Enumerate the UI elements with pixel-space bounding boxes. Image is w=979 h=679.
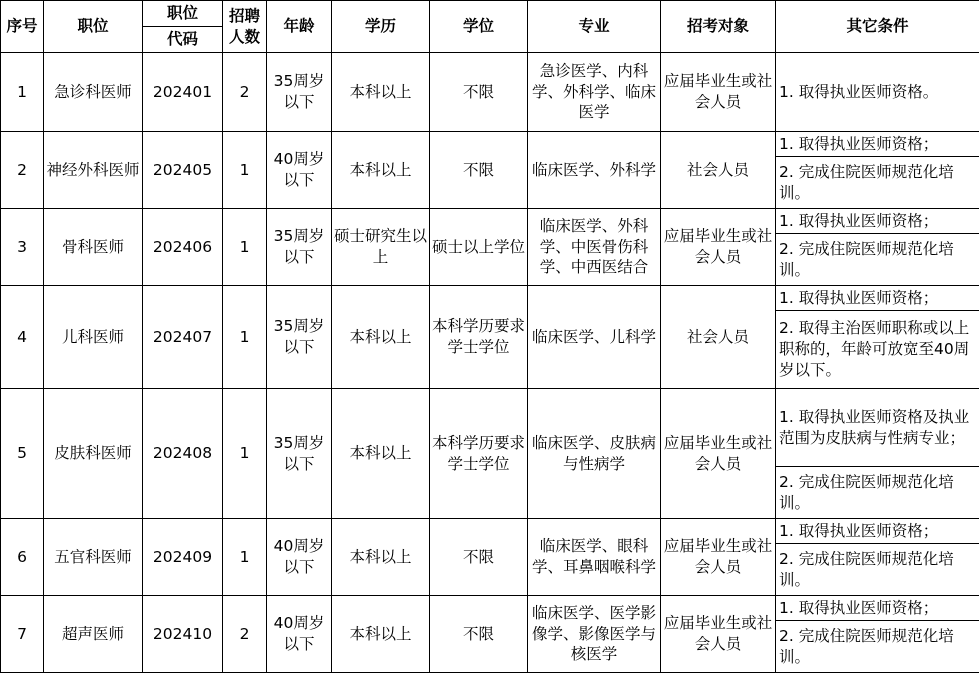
cell-education: 硕士研究生以上 [332, 209, 430, 286]
cell-major: 临床医学、皮肤病与性病学 [528, 389, 661, 519]
table-row [1, 132, 979, 157]
cell-target: 应届毕业生或社会人员 [661, 596, 776, 673]
table-row [1, 389, 979, 467]
cell-degree: 不限 [430, 519, 528, 596]
cell-seq: 6 [1, 519, 44, 596]
cell-position: 急诊科医师 [44, 53, 143, 132]
cell-degree: 不限 [430, 132, 528, 209]
cell-seq: 5 [1, 389, 44, 519]
cell-target: 社会人员 [661, 132, 776, 209]
cell-code: 202405 [143, 132, 223, 209]
cell-code: 202406 [143, 209, 223, 286]
cell-condition: 2. 完成住院医师规范化培训。 [776, 467, 979, 519]
header-age: 年龄 [267, 1, 332, 53]
cell-count: 1 [223, 132, 267, 209]
cell-condition: 1. 取得执业医师资格； [776, 209, 979, 234]
cell-count: 2 [223, 596, 267, 673]
cell-age: 40周岁以下 [267, 596, 332, 673]
cell-position: 超声医师 [44, 596, 143, 673]
cell-count: 1 [223, 209, 267, 286]
header-count-bottom: 人数 [228, 27, 260, 46]
cell-education: 本科以上 [332, 389, 430, 519]
cell-age: 35周岁以下 [267, 209, 332, 286]
cell-code: 202408 [143, 389, 223, 519]
cell-condition: 1. 取得执业医师资格； [776, 596, 979, 621]
cell-seq: 1 [1, 53, 44, 132]
cell-condition: 1. 取得执业医师资格及执业范围为皮肤病与性病专业； [776, 389, 979, 467]
cell-condition: 2. 完成住院医师规范化培训。 [776, 157, 979, 209]
cell-seq: 3 [1, 209, 44, 286]
cell-major: 临床医学、外科学、中医骨伤科学、中西医结合 [528, 209, 661, 286]
cell-count: 1 [223, 286, 267, 389]
cell-target: 社会人员 [661, 286, 776, 389]
cell-age: 40周岁以下 [267, 132, 332, 209]
cell-education: 本科以上 [332, 132, 430, 209]
cell-major: 临床医学、医学影像学、影像医学与核医学 [528, 596, 661, 673]
cell-code: 202407 [143, 286, 223, 389]
header-degree: 学位 [430, 1, 528, 53]
cell-age: 35周岁以下 [267, 53, 332, 132]
header-education: 学历 [332, 1, 430, 53]
cell-condition: 1. 取得执业医师资格； [776, 519, 979, 544]
table-row [1, 286, 979, 311]
cell-position: 骨科医师 [44, 209, 143, 286]
cell-major: 临床医学、眼科学、耳鼻咽喉科学 [528, 519, 661, 596]
cell-target: 应届毕业生或社会人员 [661, 519, 776, 596]
cell-degree: 本科学历要求学士学位 [430, 286, 528, 389]
cell-count: 1 [223, 389, 267, 519]
cell-education: 本科以上 [332, 519, 430, 596]
cell-education: 本科以上 [332, 596, 430, 673]
cell-major: 临床医学、儿科学 [528, 286, 661, 389]
cell-position: 五官科医师 [44, 519, 143, 596]
header-count-top: 招聘 [228, 6, 260, 25]
cell-major: 急诊医学、内科学、外科学、临床医学 [528, 53, 661, 132]
cell-condition: 2. 完成住院医师规范化培训。 [776, 621, 979, 673]
header-position: 职位 [44, 1, 143, 53]
cell-target: 应届毕业生或社会人员 [661, 209, 776, 286]
table-row [1, 209, 979, 234]
cell-education: 本科以上 [332, 53, 430, 132]
cell-count: 1 [223, 519, 267, 596]
cell-code: 202401 [143, 53, 223, 132]
cell-age: 35周岁以下 [267, 286, 332, 389]
header-seq: 序号 [1, 1, 44, 53]
header-code-bottom: 代码 [143, 27, 223, 53]
table-row [1, 596, 979, 621]
header-major: 专业 [528, 1, 661, 53]
cell-seq: 7 [1, 596, 44, 673]
cell-condition: 2. 取得主治医师职称或以上职称的，年龄可放宽至40周岁以下。 [776, 311, 979, 389]
header-count [223, 1, 267, 53]
cell-code: 202410 [143, 596, 223, 673]
cell-count: 2 [223, 53, 267, 132]
cell-position: 神经外科医师 [44, 132, 143, 209]
cell-condition: 1. 取得执业医师资格。 [776, 53, 979, 132]
cell-degree: 硕士以上学位 [430, 209, 528, 286]
cell-seq: 2 [1, 132, 44, 209]
cell-degree: 本科学历要求学士学位 [430, 389, 528, 519]
table-row [1, 519, 979, 544]
cell-position: 皮肤科医师 [44, 389, 143, 519]
cell-degree: 不限 [430, 53, 528, 132]
table-row [1, 53, 979, 132]
cell-target: 应届毕业生或社会人员 [661, 389, 776, 519]
cell-position: 儿科医师 [44, 286, 143, 389]
cell-code: 202409 [143, 519, 223, 596]
cell-age: 40周岁以下 [267, 519, 332, 596]
cell-degree: 不限 [430, 596, 528, 673]
cell-education: 本科以上 [332, 286, 430, 389]
cell-condition: 2. 完成住院医师规范化培训。 [776, 234, 979, 286]
cell-seq: 4 [1, 286, 44, 389]
cell-condition: 1. 取得执业医师资格； [776, 132, 979, 157]
header-target: 招考对象 [661, 1, 776, 53]
header-other: 其它条件 [776, 1, 979, 53]
cell-condition: 1. 取得执业医师资格； [776, 286, 979, 311]
cell-condition: 2. 完成住院医师规范化培训。 [776, 544, 979, 596]
cell-age: 35周岁以下 [267, 389, 332, 519]
cell-major: 临床医学、外科学 [528, 132, 661, 209]
cell-target: 应届毕业生或社会人员 [661, 53, 776, 132]
header-code-top: 职位 [143, 1, 223, 27]
